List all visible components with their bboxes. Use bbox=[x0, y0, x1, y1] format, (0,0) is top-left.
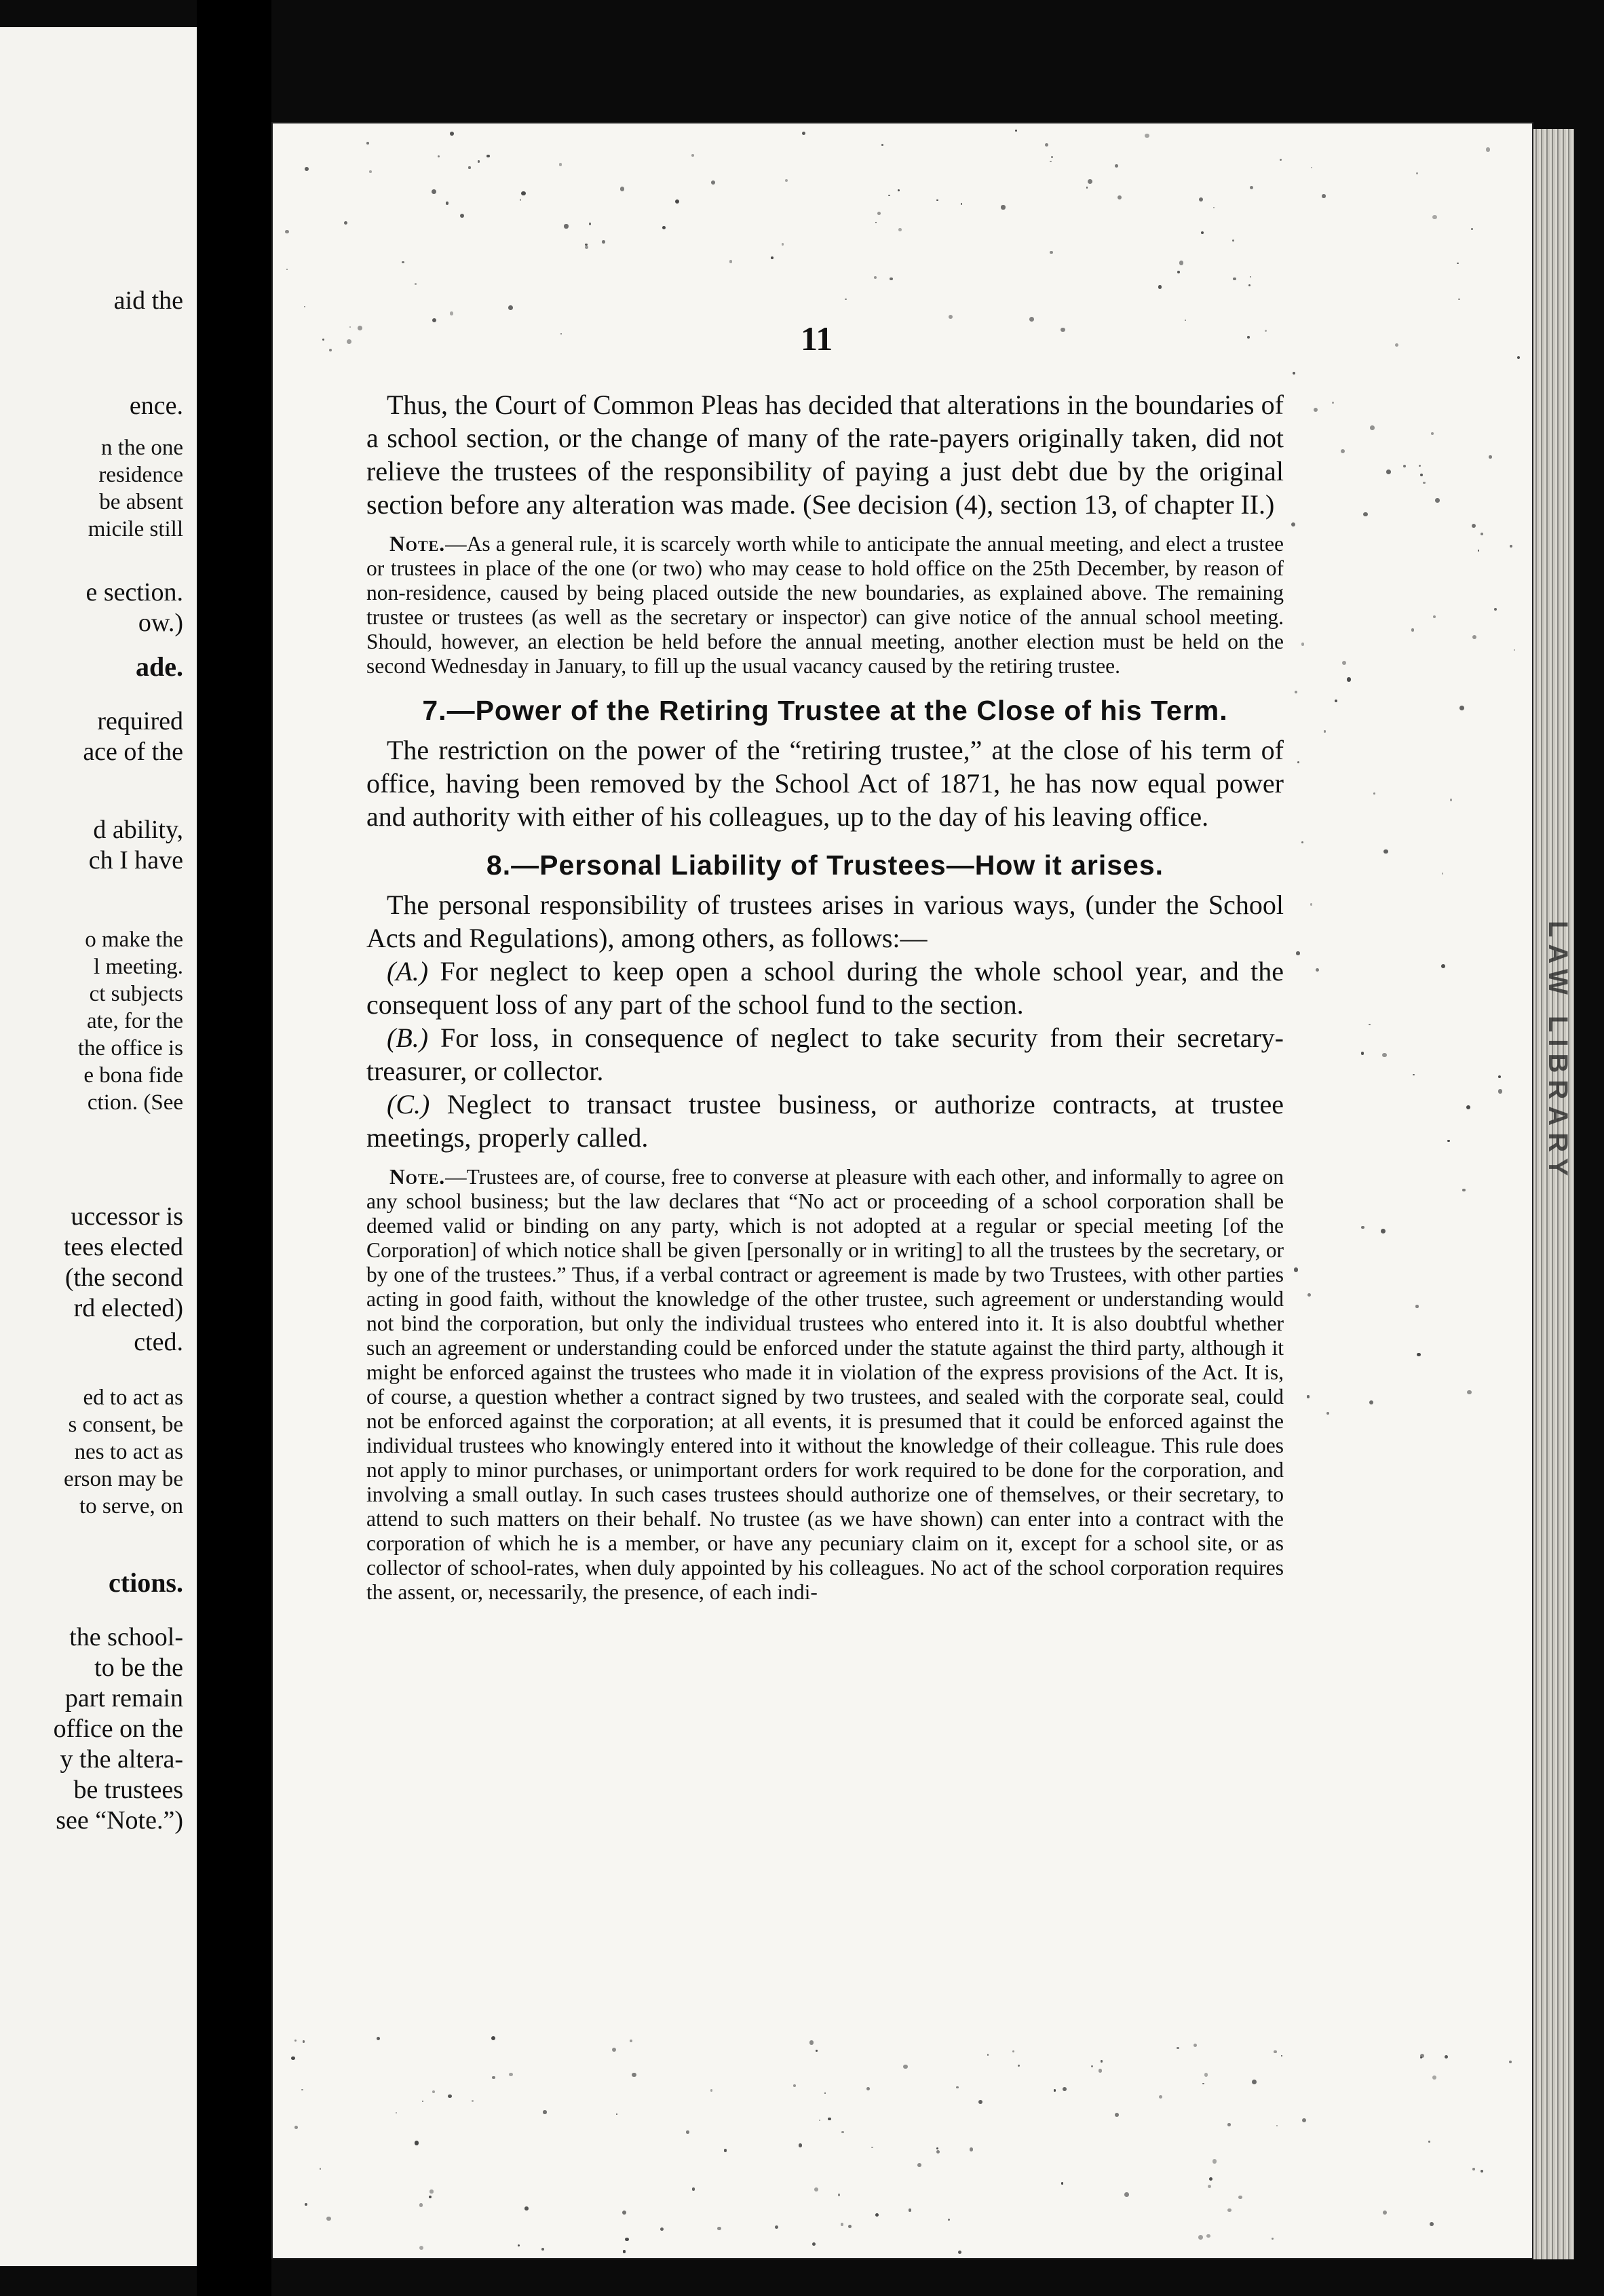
scan-speck bbox=[1324, 730, 1326, 732]
scan-speck bbox=[1411, 628, 1414, 631]
scan-speck bbox=[871, 2147, 873, 2148]
scan-speck bbox=[1301, 643, 1304, 645]
scan-speck bbox=[1363, 512, 1368, 517]
scan-speck bbox=[564, 224, 568, 228]
item-marker: (B.) bbox=[387, 1022, 429, 1053]
scan-speck bbox=[691, 154, 694, 157]
scan-speck bbox=[1124, 2192, 1129, 2197]
scan-speck bbox=[1447, 1140, 1449, 1142]
scan-speck bbox=[377, 2037, 380, 2040]
scan-speck bbox=[625, 2238, 628, 2241]
scan-speck bbox=[1061, 328, 1065, 332]
scan-speck bbox=[1361, 1052, 1364, 1055]
scan-speck bbox=[1050, 161, 1051, 162]
scan-speck bbox=[841, 2223, 843, 2225]
scan-speck bbox=[877, 212, 881, 215]
scan-speck bbox=[524, 2206, 529, 2211]
scan-speck bbox=[909, 2208, 911, 2211]
scan-speck bbox=[622, 2211, 626, 2215]
scan-speck bbox=[1204, 2073, 1208, 2077]
section-7-text: The restriction on the power of the “retiring trustee,” at the close of his term of office, having been removed by the School Act of 1871, he has now equal power and authority with either of his colleagues, up to the day of his leaving office. bbox=[366, 735, 1284, 832]
scan-speck bbox=[1472, 2168, 1475, 2170]
scan-speck bbox=[711, 180, 715, 185]
scan-speck bbox=[1295, 691, 1297, 693]
scan-speck bbox=[660, 2227, 664, 2231]
left-page-text-line: rd elected) bbox=[73, 1294, 183, 1322]
left-page-text-line: to be the bbox=[94, 1653, 183, 1682]
scan-speck bbox=[1296, 951, 1300, 955]
scan-speck bbox=[366, 142, 369, 145]
scan-speck bbox=[710, 2089, 712, 2091]
scan-speck bbox=[1472, 524, 1476, 528]
scan-speck bbox=[1462, 1189, 1466, 1192]
scan-speck bbox=[675, 199, 679, 204]
intro-paragraph: Thus, the Court of Common Pleas has decided that alterations in the boundaries of a school section, or the change of many of the rate-payers originally taken, did not relieve the trustees of the responsibility of paying a just debt due by the original section before any alteration was made. (See decision (4), section 13, of chapter II.) bbox=[366, 389, 1284, 520]
left-page-text-line: nes to act as bbox=[74, 1440, 183, 1464]
scan-speck bbox=[1486, 147, 1490, 151]
scan-speck bbox=[816, 2050, 818, 2052]
scan-speck bbox=[1369, 1024, 1370, 1025]
scan-speck bbox=[881, 144, 883, 146]
scan-speck bbox=[1373, 792, 1375, 795]
scan-speck bbox=[1420, 474, 1423, 476]
scan-speck bbox=[1101, 2060, 1103, 2063]
left-page-text-line: l meeting. bbox=[94, 955, 183, 979]
left-page-text-line: e bona fide bbox=[83, 1063, 183, 1088]
scan-speck bbox=[729, 260, 732, 263]
scan-speck bbox=[1361, 1226, 1364, 1229]
scan-speck bbox=[1294, 1267, 1299, 1272]
scan-speck bbox=[1115, 2113, 1119, 2117]
scan-speck bbox=[446, 202, 449, 205]
scan-speck bbox=[809, 2040, 814, 2044]
scan-speck bbox=[1478, 550, 1479, 551]
item-marker: (C.) bbox=[387, 1089, 430, 1120]
scan-speck bbox=[936, 199, 938, 201]
scan-speck bbox=[978, 2100, 982, 2104]
left-page-text-line: ade. bbox=[136, 651, 183, 682]
left-page-text-line: ch I have bbox=[88, 846, 183, 875]
scan-speck bbox=[917, 2163, 921, 2167]
scan-speck bbox=[1510, 545, 1512, 548]
left-page-text-line: be trustees bbox=[73, 1776, 183, 1804]
scan-speck bbox=[450, 132, 454, 136]
left-page-text-line: the office is bbox=[77, 1036, 183, 1060]
scan-speck bbox=[1435, 498, 1440, 503]
scan-speck bbox=[294, 2126, 298, 2129]
liability-item bbox=[366, 955, 1284, 1021]
scan-speck bbox=[1498, 1089, 1502, 1093]
scan-speck bbox=[589, 223, 591, 225]
scan-speck bbox=[824, 2092, 826, 2094]
left-page-text-line: residence bbox=[98, 463, 183, 487]
scan-speck bbox=[541, 2248, 544, 2251]
scan-speck bbox=[866, 2087, 870, 2090]
scan-speck bbox=[1063, 2087, 1067, 2091]
scan-speck bbox=[468, 166, 470, 168]
scan-speck bbox=[303, 2040, 305, 2042]
scan-speck bbox=[1441, 964, 1445, 968]
scan-speck bbox=[1457, 263, 1459, 265]
scan-speck bbox=[875, 222, 877, 223]
scan-speck bbox=[369, 170, 372, 173]
scan-speck bbox=[415, 2141, 419, 2145]
scan-speck bbox=[1431, 432, 1434, 435]
scan-speck bbox=[1232, 240, 1234, 242]
scan-speck bbox=[875, 2213, 879, 2217]
item-text: For loss, in consequence of neglect to take security from their secretary-treasurer, or collector. bbox=[366, 1022, 1284, 1086]
left-page-text-line: required bbox=[97, 707, 183, 735]
scan-speck bbox=[347, 339, 351, 344]
scan-speck bbox=[285, 230, 289, 234]
scan-speck bbox=[1272, 2238, 1274, 2240]
left-page-text-line: ctions. bbox=[109, 1567, 183, 1598]
scan-speck bbox=[301, 2089, 303, 2091]
section-7-heading: 7.—Power of the Retiring Trustee at the Close of his Term. bbox=[422, 695, 1228, 726]
scan-speck bbox=[890, 278, 893, 281]
scan-speck bbox=[520, 199, 521, 200]
scan-speck bbox=[543, 2110, 547, 2114]
scan-speck bbox=[1247, 336, 1250, 339]
scan-speck bbox=[472, 2100, 474, 2102]
scan-speck bbox=[828, 2118, 831, 2121]
scan-speck bbox=[432, 189, 436, 194]
scan-speck bbox=[956, 2086, 958, 2088]
scan-speck bbox=[874, 276, 877, 280]
scan-speck bbox=[1088, 179, 1092, 184]
scan-speck bbox=[305, 167, 309, 171]
scan-speck bbox=[970, 2147, 974, 2151]
scan-speck bbox=[717, 2227, 721, 2231]
left-page-text-line: s consent, be bbox=[68, 1413, 183, 1437]
scan-speck bbox=[888, 195, 890, 196]
scan-speck bbox=[1471, 228, 1473, 230]
scan-speck bbox=[1307, 1293, 1311, 1297]
left-page-text-line: tees elected bbox=[63, 1233, 183, 1261]
scan-speck bbox=[1118, 195, 1122, 199]
scan-speck bbox=[903, 2065, 907, 2069]
scan-speck bbox=[1091, 2065, 1093, 2067]
left-page-text-line: be absent bbox=[99, 490, 183, 514]
scan-speck bbox=[1383, 2211, 1387, 2215]
scan-speck bbox=[1413, 1074, 1414, 1075]
scan-speck bbox=[1458, 299, 1459, 300]
item-text: For neglect to keep open a school during the whole school year, and the consequent loss of any part of the school fund to the section. bbox=[366, 956, 1284, 1020]
left-page-text-line: ate, for the bbox=[86, 1009, 183, 1033]
scan-speck bbox=[1001, 205, 1005, 209]
scan-speck bbox=[785, 179, 788, 182]
left-page-text-line: n the one bbox=[101, 436, 183, 460]
left-page-text-line: part remain bbox=[64, 1684, 183, 1713]
left-page-text-line: ction. (See bbox=[87, 1090, 183, 1115]
scan-speck bbox=[560, 333, 562, 334]
page-body bbox=[366, 388, 1284, 1605]
left-page-text-line: o make the bbox=[85, 927, 183, 952]
book-gutter bbox=[197, 0, 271, 2296]
scan-speck bbox=[1301, 841, 1303, 843]
scan-speck bbox=[1054, 2089, 1056, 2091]
scan-speck bbox=[1459, 706, 1464, 710]
scan-speck bbox=[936, 2150, 940, 2154]
note-1-text: —As a general rule, it is scarcely worth while to anticipate the annual meeting, and elect a trustee or trustees in place of the one (or two) who may cease to hold office on the 25th December, by reason of non-residence, caused by being placed outside the new boundaries, as explained above. The remaining trustee or trustees (as well as the secretary or inspector) can give notice of the annual school meeting. Should, however, an election be held before the annual meeting, another election must be held on the second Wednesday in January, to fill up the usual vacancy caused by the retiring trustee. bbox=[366, 532, 1284, 678]
scan-speck bbox=[429, 2189, 433, 2193]
scan-speck bbox=[438, 155, 440, 157]
item-marker: (A.) bbox=[387, 956, 429, 987]
scan-speck bbox=[1432, 2075, 1436, 2080]
left-page-text-line: e section. bbox=[85, 578, 183, 607]
scan-speck bbox=[508, 305, 513, 310]
scan-speck bbox=[1227, 2208, 1231, 2212]
left-page-text-line: ence. bbox=[129, 391, 183, 420]
scan-speck bbox=[1265, 330, 1267, 332]
liability-item bbox=[366, 1088, 1284, 1154]
note-label: Note. bbox=[389, 532, 446, 556]
scan-speck bbox=[630, 2040, 632, 2042]
left-page-text-line: office on the bbox=[53, 1715, 183, 1743]
left-page-text-line: erson may be bbox=[64, 1467, 183, 1491]
scan-speck bbox=[1158, 285, 1162, 288]
scan-speck bbox=[1206, 2234, 1210, 2238]
left-page-text-line: the school- bbox=[69, 1623, 183, 1651]
scan-speck bbox=[1415, 1305, 1418, 1307]
note-2-text: —Trustees are, of course, free to converse at pleasure with each other, and informally to agree on any school business; but the law declares that “No act or proceeding of a school corporation shall be deemed valid or binding on any party, which is not adopted at a regular or special meeting [of the Corporation] of which notice shall be given [personally or in writing] to all the trustees by the secretary, or by one of the trustees.” Thus, if a verbal contract or agreement is made by two Trustees, with other parties acting in good faith, without the knowledge of the other trustee, such agreement or understanding would not bind the corporation, but only the individual trustees who entered into it. It is also doubtful whether such an agreement or understanding could be enforced under the statute against the third party, although it might be enforced against the trustees who made it in violation of the express provisions of the Act. It is, of course, a question whether a contract signed by two trustees, and sealed with the corporate seal, could not be enforced against the corporation; at all events, it is presumed that it could be enforced against the individual trustees who knowingly entered into it without the knowledge of their colleague. This rule does not apply to minor purchases, or unimportant orders for work required to be done for the corporation, and involving a small outlay. In such cases trustees should authorize one of themselves, or their secretary, to attend to such matters on their behalf. No trustee (as we have shown) can enter into a contract with the corporation of which he is a member, or have any pecuniary claim on it, except for a school site, or as collector of school-rates, when duly appointed by his colleagues. No act of the school corporation requires the assent, or, necessarily, the presence, of each indi- bbox=[366, 1165, 1284, 1604]
scan-speck bbox=[1177, 271, 1180, 273]
liability-item bbox=[366, 1021, 1284, 1088]
scan-speck bbox=[602, 240, 605, 244]
scan-speck bbox=[294, 2040, 297, 2042]
scan-speck bbox=[1489, 455, 1491, 458]
scan-speck bbox=[1430, 2222, 1434, 2226]
scan-speck bbox=[1015, 130, 1017, 132]
scan-speck bbox=[1293, 372, 1295, 375]
note-label: Note. bbox=[389, 1165, 446, 1189]
scan-speck bbox=[415, 283, 417, 285]
left-page-fragment bbox=[0, 27, 197, 2266]
left-page-text-line: y the altera- bbox=[60, 1745, 183, 1774]
scan-speck bbox=[1050, 251, 1052, 254]
scan-speck bbox=[1227, 2123, 1231, 2126]
scan-speck bbox=[1369, 1400, 1373, 1404]
scan-speck bbox=[1428, 2141, 1430, 2143]
scan-speck bbox=[841, 2131, 843, 2133]
scan-speck bbox=[1311, 167, 1312, 168]
left-page-text-line: ed to act as bbox=[83, 1385, 183, 1410]
scan-speck bbox=[585, 246, 588, 249]
scan-speck bbox=[623, 2250, 626, 2253]
scan-speck bbox=[1209, 2177, 1212, 2181]
scan-speck bbox=[1238, 2196, 1242, 2199]
note-2 bbox=[366, 1165, 1284, 1605]
scan-speck bbox=[1466, 1105, 1470, 1109]
scan-speck bbox=[686, 2130, 689, 2133]
left-page-text-line: (the second bbox=[64, 1263, 183, 1292]
scan-speck bbox=[1419, 465, 1421, 467]
scan-speck bbox=[1382, 1053, 1386, 1057]
left-page-text-line: d ability, bbox=[93, 816, 183, 844]
scan-speck bbox=[1185, 320, 1186, 321]
scan-speck bbox=[1248, 284, 1250, 286]
left-page-text-line: see “Note.”) bbox=[56, 1806, 183, 1835]
scan-speck bbox=[1370, 425, 1375, 430]
left-page-text-line: ow.) bbox=[138, 609, 183, 637]
left-page-text-line: ace of the bbox=[83, 738, 183, 766]
scan-speck bbox=[1386, 470, 1390, 474]
page-number: 11 bbox=[801, 320, 833, 358]
scan-speck bbox=[1467, 1390, 1471, 1394]
scan-speck bbox=[1310, 903, 1312, 905]
scan-speck bbox=[793, 2084, 796, 2087]
scan-speck bbox=[898, 189, 900, 191]
scan-speck bbox=[662, 226, 666, 229]
scan-speck bbox=[358, 326, 362, 330]
scan-speck bbox=[1194, 2044, 1197, 2047]
scan-speck bbox=[845, 299, 846, 300]
scan-speck bbox=[1198, 2235, 1203, 2240]
scan-speck bbox=[1342, 661, 1346, 665]
left-page-text-line: to serve, on bbox=[79, 1494, 183, 1518]
left-page-text-line: ct subjects bbox=[89, 982, 183, 1006]
scan-speck bbox=[1274, 2050, 1276, 2053]
left-page-text-line: uccessor is bbox=[71, 1202, 183, 1231]
left-page-text-line: aid the bbox=[113, 286, 183, 315]
scan-speck bbox=[291, 2056, 294, 2060]
scan-speck bbox=[1177, 2047, 1179, 2050]
scan-speck bbox=[1061, 2182, 1064, 2185]
item-text: Neglect to transact trustee business, or authorize contracts, at trustee meetings, properly called. bbox=[366, 1089, 1284, 1153]
scan-speck bbox=[1322, 194, 1326, 198]
section-8-heading: 8.—Personal Liability of Trustees—How it arises. bbox=[486, 849, 1164, 881]
left-page-text-line: cted. bbox=[134, 1328, 183, 1356]
scan-speck bbox=[492, 2076, 495, 2080]
section-8-intro: The personal responsibility of trustees arises in various ways, (under the School Acts and Regulations), among others, as follows:— bbox=[366, 889, 1284, 953]
scan-speck bbox=[1332, 402, 1334, 404]
scan-speck bbox=[1395, 343, 1398, 347]
left-page-text-line: micile still bbox=[88, 517, 183, 541]
scan-speck bbox=[812, 2242, 816, 2246]
scan-speck bbox=[1302, 2118, 1306, 2122]
scan-speck bbox=[802, 132, 805, 135]
scan-speck bbox=[771, 256, 774, 259]
note-1 bbox=[366, 532, 1284, 678]
library-stamp: LAW LIBRARY bbox=[1543, 920, 1573, 1183]
scan-speck bbox=[1208, 2185, 1211, 2188]
scan-speck bbox=[1115, 164, 1118, 168]
scan-speck bbox=[585, 244, 587, 246]
scan-speck bbox=[448, 2094, 452, 2099]
scan-speck bbox=[521, 191, 526, 196]
scan-speck bbox=[1442, 873, 1443, 874]
scan-speck bbox=[799, 2143, 803, 2147]
